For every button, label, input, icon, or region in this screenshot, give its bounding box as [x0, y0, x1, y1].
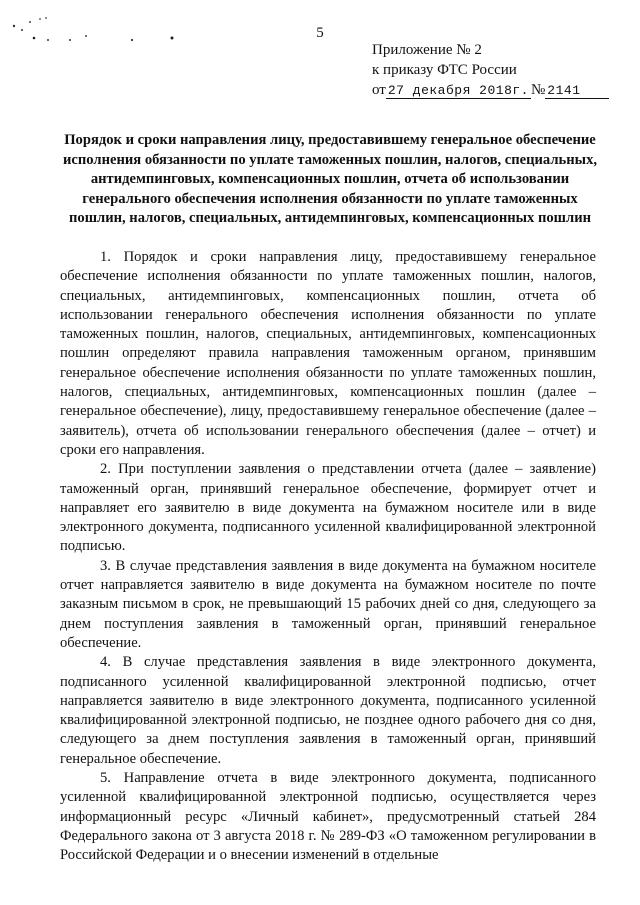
document-title: Порядок и сроки направления лицу, предоставившему генеральное обеспечение исполнения обязанности по уплате таможенных пошлин, налогов, специальных, антидемпинговых, компенсационных пошлин, отчета об использовании генерального обеспечения исполнения обязанности по уплате таможенных пошлин, налогов, специальных, антидемпинговых, компенсационных пошлин — [62, 132, 598, 227]
paragraph-5: 5. Направление отчета в виде электронного документа, подписанного усиленной квалифицированной электронной подписью, осуществляется через информационный ресурс «Личный кабинет», предусмотренный статьей 284 Федерального закона от 3 августа 2018 г. № 289-ФЗ «О таможенном регулировании в Российской Федерации и о внесении изменений в отдельные — [60, 770, 596, 864]
appendix-block — [372, 40, 609, 101]
appendix-title: Приложение № 2 — [372, 42, 482, 58]
appendix-number: 2141 — [545, 83, 608, 99]
page-number: 5 — [316, 25, 324, 41]
appendix-from: от — [372, 82, 386, 98]
appendix-number-sign: № — [530, 82, 546, 98]
appendix-order-ref: к приказу ФТС России — [372, 62, 517, 78]
paragraph-4: 4. В случае представления заявления в виде электронного документа, подписанного усиленной квалифицированной электронной подписью, отчет направляется заявителю в виде электронного документа, подписанного усиленной квалифицированной электронной подписью, не позднее одного рабочего дня со дня, следующего за днем поступления заявления в таможенный орган, принявший генеральное обеспечение. — [60, 654, 596, 767]
appendix-date: 27 декабря 2018г. — [387, 83, 529, 98]
document-body — [60, 248, 596, 866]
paragraph-2: 2. При поступлении заявления о представлении отчета (далее – заявление) таможенный орган, принявший генеральное обеспечение, формирует отчет и направляет его заявителю в виде документа на бумажном носителе или в виде электронного документа, подписанного усиленной квалифицированной электронной подписью. — [60, 461, 596, 555]
paragraph-1: 1. Порядок и сроки направления лицу, предоставившему генеральное обеспечение исполнения обязанности по уплате таможенных пошлин, налогов, специальных, антидемпинговых, компенсационных пошлин, отчета об использовании генерального обеспечения исполнения обязанности по уплате таможенных пошлин, налогов, специальных, антидемпинговых, компенсационных пошлин определяют правила направления таможенным органом, принявшим генеральное обеспечение исполнения обязанности по уплате таможенных пошлин, налогов, специальных, антидемпинговых, компенсационных пошлин (далее – генеральное обеспечение), лицу, предоставившему генеральное обеспечение (далее – заявитель), отчета об использовании генерального обеспечения (далее – отчет) и сроки его направления. — [60, 249, 596, 458]
appendix-date-line — [372, 80, 609, 101]
paragraph-3: 3. В случае представления заявления в виде документа на бумажном носителе отчет направляется заявителю в виде документа на бумажном носителе по почте заказным письмом в срок, не превышающий 15 рабочих дней со дня, следующего за днем поступления заявления в таможенный орган, принявший генеральное обеспечение. — [60, 557, 596, 651]
